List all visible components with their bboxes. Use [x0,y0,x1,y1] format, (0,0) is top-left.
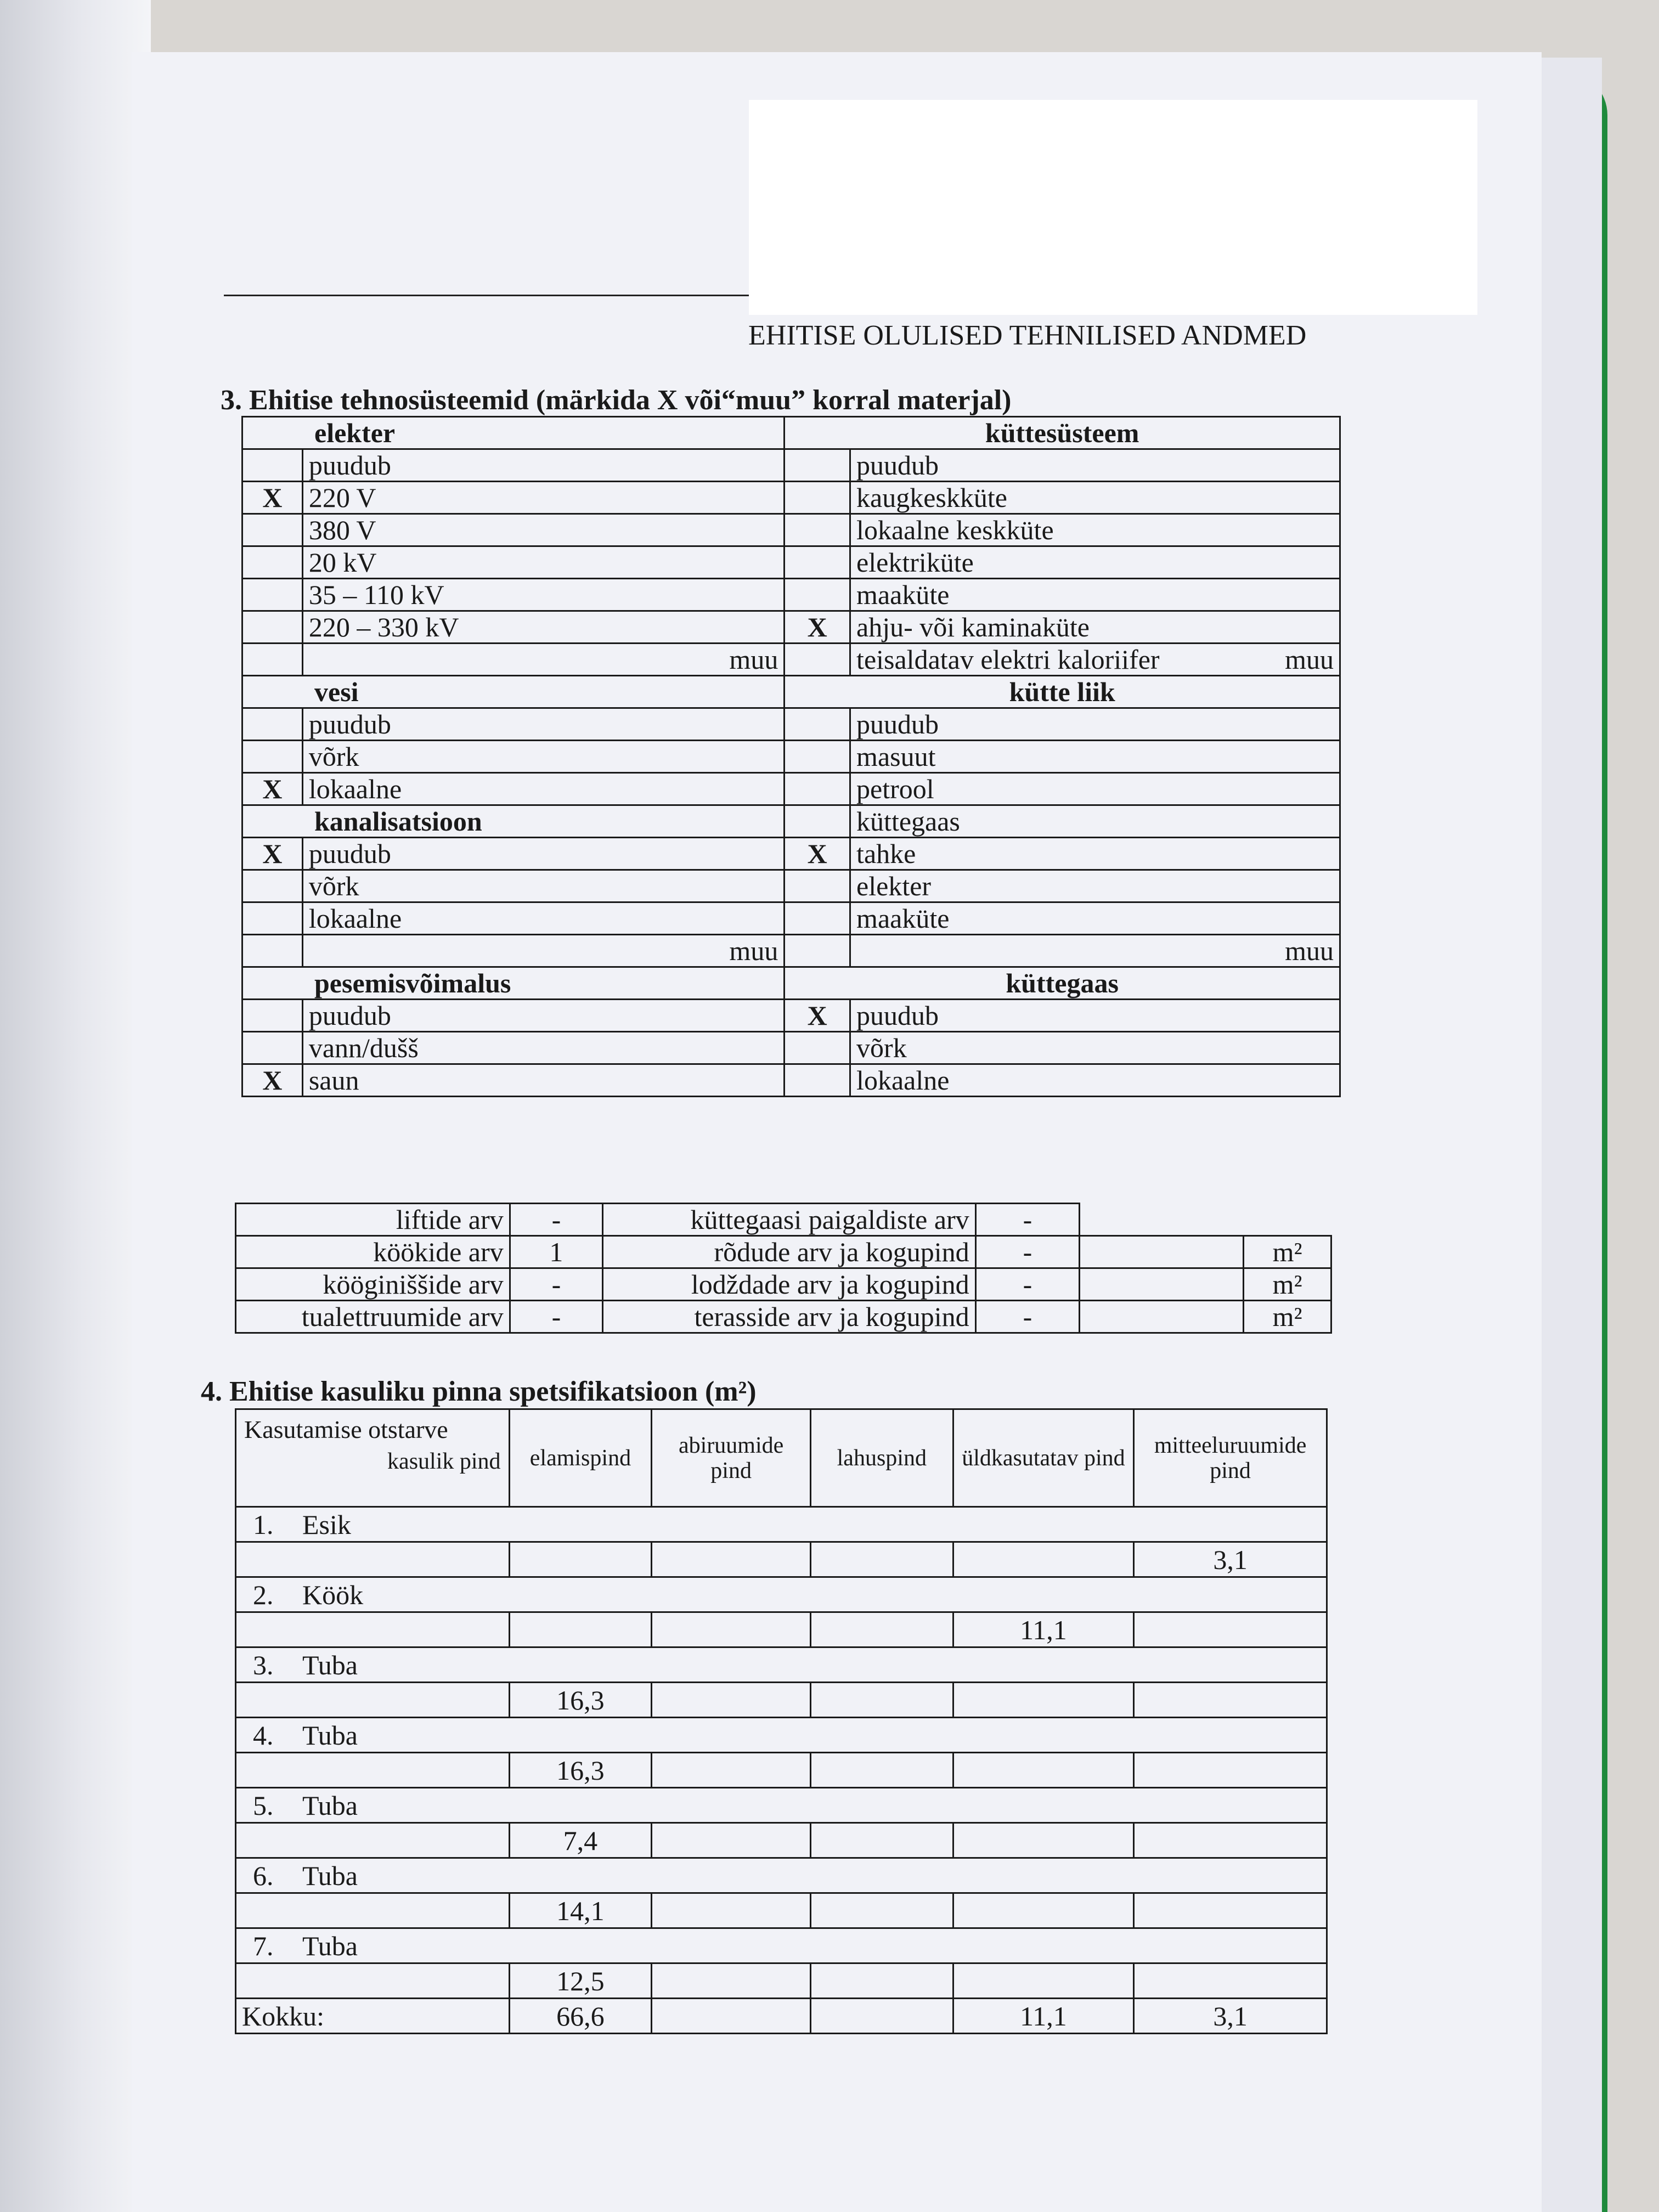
tech-row [242,902,1340,935]
item-label: petrool [856,774,934,804]
room-name: Köök [302,1579,364,1610]
item-label: lokaalne [308,903,402,934]
count-row [236,1268,1331,1301]
count-label: tualettruumide arv [236,1301,510,1333]
corner-top-label: Kasutamise otstarve [244,1415,448,1443]
right-item-cell [850,805,1340,838]
area-value-cell [1134,1683,1327,1718]
left-item-cell [302,773,785,805]
right-mark-cell [785,708,850,741]
area-value-cell [810,1823,953,1858]
left-page-edge [0,0,151,2212]
count-label: liftide arv [236,1204,510,1236]
room-number: 7. [253,1930,274,1961]
room-name: Tuba [302,1719,358,1751]
left-item-cell [302,708,785,741]
item-label: elektriküte [856,547,974,578]
left-mark-cell [242,1032,303,1064]
room-name: Tuba [302,1649,358,1680]
item-label: vann/dušš [308,1032,419,1063]
count-label2: rõdude arv ja kogupind [603,1236,975,1268]
tech-row [242,967,1340,1000]
area-value-cell [652,1612,811,1647]
room-number: 3. [253,1649,274,1680]
left-mark-cell [242,611,303,644]
room-values-row [236,1683,1327,1718]
area-value-cell: 12,5 [509,1963,652,1999]
left-mark-cell: X [242,1064,303,1097]
right-item-cell [850,741,1340,773]
right-mark-cell: X [785,611,850,644]
total-value-cell [810,1999,953,2034]
left-item-cell [302,870,785,902]
item-label: puudub [856,709,939,740]
blank-cell [236,1612,510,1647]
unit-label: m² [1244,1301,1331,1333]
count-value2: - [975,1268,1079,1301]
counts-table [235,1203,1332,1334]
right-item-cell [850,514,1340,546]
item-label: lokaalne keskküte [856,515,1054,545]
left-group-heading: pesemisvõimalus [242,967,785,1000]
item-label: 35 – 110 kV [308,579,444,610]
item-label: 20 kV [308,547,377,578]
area-value-cell [810,1683,953,1718]
room-values-row [236,1612,1327,1647]
tech-row [242,935,1340,967]
tech-row [242,838,1340,870]
left-item-cell [302,1064,785,1097]
unit-label: m² [1244,1236,1331,1268]
count-value2: - [975,1204,1079,1236]
right-item-cell [850,935,1340,967]
right-item-cell [850,449,1340,482]
item-label: puudub [308,1000,391,1031]
total-value-cell: 66,6 [509,1999,652,2034]
count-value: - [510,1301,603,1333]
tech-row [242,546,1340,579]
tech-systems-table [241,416,1341,1097]
room-values-row [236,1753,1327,1788]
count-label2: lodždade arv ja kogupind [603,1268,975,1301]
room-name: Tuba [302,1860,358,1891]
room-values-row [236,1893,1327,1928]
right-item-cell [850,482,1340,514]
area-value-cell: 16,3 [509,1683,652,1718]
right-mark-cell [785,902,850,935]
area-value-cell [652,1963,811,1999]
section3-title: 3. Ehitise tehnosüsteemid (märkida X või“muu” korral materjal) [221,385,1012,416]
section4-title: 4. Ehitise kasuliku pinna spetsifikatsioon (m²) [201,1376,757,1407]
room-number: 4. [253,1719,274,1751]
tech-row [242,741,1340,773]
tech-row [242,708,1340,741]
area-value-cell: 7,4 [509,1823,652,1858]
area-value-cell [509,1542,652,1577]
room-name: Esik [302,1509,351,1540]
left-item-cell [302,514,785,546]
total-label: Kokku: [236,1999,510,2034]
count-row [236,1301,1331,1333]
item-label: 220 – 330 kV [308,612,459,642]
room-number: 2. [253,1579,274,1610]
left-mark-cell [242,902,303,935]
item-label: võrk [856,1032,907,1063]
room-name-cell [236,1577,1327,1612]
right-mark-cell [785,579,850,611]
area-value-cell [953,1893,1134,1928]
tech-row [242,514,1340,546]
col-header-lahuspind: lahuspind [810,1409,953,1507]
tech-row [242,611,1340,644]
left-mark-cell [242,514,303,546]
left-mark-cell [242,579,303,611]
right-mark-cell: X [785,838,850,870]
left-item-cell [302,482,785,514]
room-name: Tuba [302,1930,358,1961]
left-group-heading: kanalisatsioon [242,805,785,838]
room-name-row [236,1788,1327,1823]
right-mark-cell [785,870,850,902]
col-header-yldkasutatav: üldkasutatav pind [953,1409,1134,1507]
room-name-row [236,1647,1327,1683]
count-row [236,1236,1331,1268]
right-item-cell [850,1064,1340,1097]
left-group-heading: vesi [242,676,785,708]
area-value-cell [953,1753,1134,1788]
room-name-row [236,1718,1327,1753]
left-item-cell [302,1032,785,1064]
left-item-cell [302,1000,785,1032]
tech-row [242,676,1340,708]
left-item-cell [302,449,785,482]
right-item-cell [850,838,1340,870]
area-cell [1080,1301,1244,1333]
right-item-cell [850,902,1340,935]
left-mark-cell [242,449,303,482]
room-name-cell [236,1788,1327,1823]
right-mark-cell [785,1064,850,1097]
col-header-mitteeluruumide: mitteeluruumide pind [1134,1409,1327,1507]
left-item-cell [302,611,785,644]
item-label: lokaalne [308,774,402,804]
right-item-cell [850,1000,1340,1032]
area-value-cell [810,1963,953,1999]
count-label2: terasside arv ja kogupind [603,1301,975,1333]
item-label: küttegaas [856,806,960,837]
right-item-cell [850,546,1340,579]
right-mark-cell [785,546,850,579]
blank-cell [236,1753,510,1788]
room-number: 6. [253,1860,274,1891]
item-label: 380 V [308,515,376,545]
right-mark-cell [785,773,850,805]
area-value-cell: 14,1 [509,1893,652,1928]
blank-cell [236,1542,510,1577]
empty-cell [1080,1204,1331,1236]
left-mark-cell [242,935,303,967]
blank-cell [236,1683,510,1718]
item-label: võrk [308,871,359,901]
left-mark-cell: X [242,773,303,805]
left-mark-cell: X [242,482,303,514]
room-number: 5. [253,1790,274,1821]
right-mark-cell [785,514,850,546]
area-value-cell [1134,1963,1327,1999]
item-label: puudub [308,709,391,740]
right-group-heading: küttesüsteem [785,417,1340,449]
tech-row [242,482,1340,514]
right-mark-cell: X [785,1000,850,1032]
total-value-cell: 3,1 [1134,1999,1327,2034]
total-value-cell [652,1999,811,2034]
item-label: võrk [308,741,359,772]
left-mark-cell [242,870,303,902]
left-mark-cell [242,708,303,741]
item-label: maaküte [856,579,950,610]
other-label: muu [1285,935,1334,966]
tech-row [242,579,1340,611]
left-group-heading: elekter [242,417,785,449]
area-value-cell [652,1683,811,1718]
area-value-cell [810,1753,953,1788]
room-name-cell [236,1718,1327,1753]
area-cell [1080,1236,1244,1268]
right-mark-cell [785,805,850,838]
area-value-cell [1134,1823,1327,1858]
count-row [236,1204,1331,1236]
blank-cell [236,1823,510,1858]
item-label: saun [308,1065,359,1096]
tech-row [242,417,1340,449]
item-label: puudub [856,450,939,481]
area-value-cell [953,1542,1134,1577]
count-value: - [510,1268,603,1301]
item-label: ahju- või kaminaküte [856,612,1090,642]
other-label: muu [729,935,778,966]
room-name-cell [236,1858,1327,1893]
room-name: Tuba [302,1790,358,1821]
left-mark-cell [242,1000,303,1032]
tech-row [242,1032,1340,1064]
right-mark-cell [785,741,850,773]
tech-row [242,449,1340,482]
left-item-cell [302,838,785,870]
room-values-row [236,1823,1327,1858]
right-mark-cell [785,449,850,482]
count-value: 1 [510,1236,603,1268]
area-value-cell [652,1823,811,1858]
count-label: kööginiššide arv [236,1268,510,1301]
right-item-cell [850,708,1340,741]
item-label: puudub [856,1000,939,1031]
right-mark-cell [785,1032,850,1064]
area-value-cell: 16,3 [509,1753,652,1788]
item-label: tahke [856,838,916,869]
item-label: maaküte [856,903,950,934]
other-label: muu [729,644,778,675]
room-name-row [236,1928,1327,1963]
area-cell [1080,1268,1244,1301]
left-item-cell [302,741,785,773]
right-mark-cell [785,644,850,676]
area-value-cell [652,1753,811,1788]
item-label: puudub [308,838,391,869]
area-value-cell [953,1683,1134,1718]
corner-header-cell [236,1409,510,1507]
item-label: teisaldatav elektri kaloriifer [856,644,1160,675]
left-mark-cell [242,546,303,579]
blank-cell [236,1893,510,1928]
item-label: 220 V [308,482,376,513]
room-name-cell [236,1507,1327,1542]
item-label: kaugkeskküte [856,482,1007,513]
left-mark-cell: X [242,838,303,870]
tech-row [242,805,1340,838]
room-name-row [236,1507,1327,1542]
right-group-heading: küttegaas [785,967,1340,1000]
corner-bottom-label: kasulik pind [387,1449,501,1474]
left-item-cell [302,546,785,579]
room-values-row [236,1542,1327,1577]
total-row [236,1999,1327,2034]
area-value-cell [810,1893,953,1928]
item-label: lokaalne [856,1065,950,1096]
left-item-cell [302,902,785,935]
area-value-cell: 3,1 [1134,1542,1327,1577]
area-value-cell [1134,1893,1327,1928]
right-item-cell [850,579,1340,611]
blank-cell [236,1963,510,1999]
room-name-cell [236,1647,1327,1683]
right-item-cell [850,644,1340,676]
right-item-cell [850,1032,1340,1064]
area-spec-table [235,1408,1328,2034]
tech-row [242,870,1340,902]
area-value-cell [810,1542,953,1577]
area-value-cell [652,1893,811,1928]
count-value2: - [975,1301,1079,1333]
room-name-row [236,1858,1327,1893]
col-header-elamispind: elamispind [509,1409,652,1507]
room-number: 1. [253,1509,274,1540]
left-mark-cell [242,741,303,773]
tech-row [242,1000,1340,1032]
left-item-cell [302,644,785,676]
area-value-cell [1134,1753,1327,1788]
area-value-cell [1134,1612,1327,1647]
tech-row [242,644,1340,676]
area-value-cell [953,1963,1134,1999]
room-name-cell [236,1928,1327,1963]
header-rule [224,295,749,296]
right-item-cell [850,870,1340,902]
col-header-abiruumide: abiruumide pind [652,1409,811,1507]
tech-row [242,773,1340,805]
left-item-cell [302,935,785,967]
item-label: masuut [856,741,936,772]
right-group-heading: kütte liik [785,676,1340,708]
right-item-cell [850,611,1340,644]
unit-label: m² [1244,1268,1331,1301]
area-value-cell [810,1612,953,1647]
right-mark-cell [785,482,850,514]
room-values-row [236,1963,1327,1999]
other-label: muu [1285,644,1334,675]
left-item-cell [302,579,785,611]
page-heading: EHITISE OLULISED TEHNILISED ANDMED [748,320,1307,351]
room-name-row [236,1577,1327,1612]
count-value: - [510,1204,603,1236]
count-label2: küttegaasi paigaldiste arv [603,1204,975,1236]
item-label: elekter [856,871,932,901]
total-value-cell: 11,1 [953,1999,1134,2034]
count-value2: - [975,1236,1079,1268]
tech-row [242,1064,1340,1097]
redacted-area [749,100,1477,315]
area-value-cell [509,1612,652,1647]
area-value-cell: 11,1 [953,1612,1134,1647]
count-label: köökide arv [236,1236,510,1268]
item-label: puudub [308,450,391,481]
area-value-cell [953,1823,1134,1858]
right-mark-cell [785,935,850,967]
area-value-cell [652,1542,811,1577]
right-item-cell [850,773,1340,805]
left-mark-cell [242,644,303,676]
